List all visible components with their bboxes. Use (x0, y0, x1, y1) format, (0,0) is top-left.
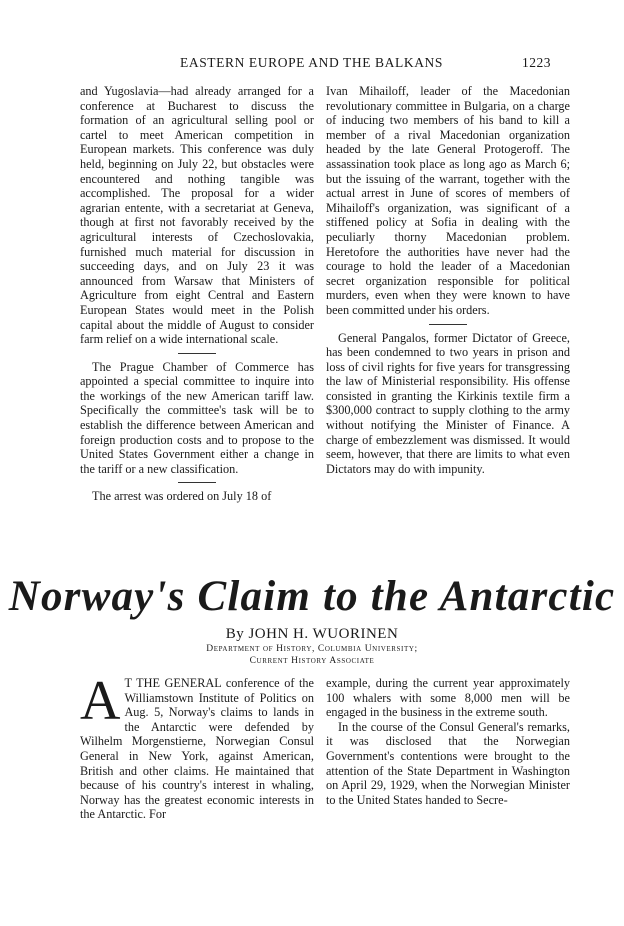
article-left-column (80, 670, 314, 822)
paragraph: and Yugoslavia—had already arranged for a conference at Bucharest to discuss the formation of an agricultural selling pool or cartel to meet American competition in European markets. This conference was duly held, beginning on July 22, but obstacles were encountered and nothing tangible was accomplished. The proposal for a wider agrarian entente, with a secretariat at Geneva, though at first not favorably received by the agricultural interests of Czechoslovakia, furnished much material for discussion in succeeding days, and on July 23 it was announced from Warsaw that Ministers of Agriculture from eight Central and Eastern European States would meet in the Polish capital about the middle of August to consider farm relief on a wide international scale. (80, 84, 314, 347)
article-byline: By JOHN H. WUORINEN (225, 626, 399, 642)
paragraph-text: T THE GENERAL conference of the Williamstown Institute of Politics on Aug. 5, Norway's claims to lands in the Antarctic were defended by Wilhelm Morgenstierne, Norwegian Consul General in New York, against American, British and other claims. He maintained that because of his country's interest in whaling, Norway has the greatest economic interests in the Antarctic. For (80, 676, 314, 822)
drop-cap: A (80, 670, 121, 732)
page-number: 1223 (522, 55, 551, 70)
article-title: Norway's Claim to the Antarctic (8, 573, 616, 620)
running-header (0, 55, 624, 73)
top-left-column (80, 84, 314, 504)
paragraph (80, 670, 314, 822)
paragraph: In the course of the Consul General's remarks, it was disclosed that the Norwegian Government's contentions were brought to the attention of the State Department in Washington on April 29, 1929, when the Norwegian Minister to the United States handed to Secre- (326, 719, 570, 807)
paragraph: General Pangalos, former Dictator of Greece, has been condemned to two years in prison and loss of civil rights for five years for transgressing the law of Ministerial responsibility. His offense consisted in granting the Kirkinis textile firm a $300,000 contract to supply clothing to the army without notifying the Minister of Finance. A charge of embezzlement was dismissed. It would seem, however, that there are limits to what even Dictators may do with impunity. (326, 330, 570, 476)
section-divider (178, 482, 216, 483)
article-right-column (326, 676, 570, 807)
author-affiliation: Department of History, Columbia University; (206, 644, 418, 654)
paragraph: The arrest was ordered on July 18 of (92, 489, 272, 504)
author-affiliation-role: Current History Associate (249, 656, 375, 666)
paragraph: example, during the current year approximately 100 whalers with some 8,000 men will be engaged in the business in the extreme south. (326, 676, 570, 720)
running-title: EASTERN EUROPE AND THE BALKANS (180, 55, 444, 70)
section-divider (178, 353, 216, 354)
top-right-column (326, 84, 570, 476)
paragraph: The Prague Chamber of Commerce has appointed a special committee to inquire into the workings of the new American tariff law. Specifically the committee's task will be to establish the difference between American and foreign production costs and to propose to the United States Government either a change in the tariff or a new classification. (80, 359, 314, 476)
paragraph: Ivan Mihailoff, leader of the Macedonian revolutionary committee in Bulgaria, on a charge of inducing two members of his band to kill a member of a rival Macedonian organization headed by the late General Protogeroff. The assassination took place as long ago as March 6; but the issuing of the warrant, together with the actual arrest in June of scores of members of Mihailoff's organization, was significant of a stiffened policy at Sofia in dealing with the peculiarly thorny Macedonian problem. Heretofore the authorities have never had the courage to hold the leader of a Macedonian secret organization responsible for political murders, even when they were known to have been committed under his orders. (326, 84, 570, 317)
section-divider (429, 324, 467, 325)
